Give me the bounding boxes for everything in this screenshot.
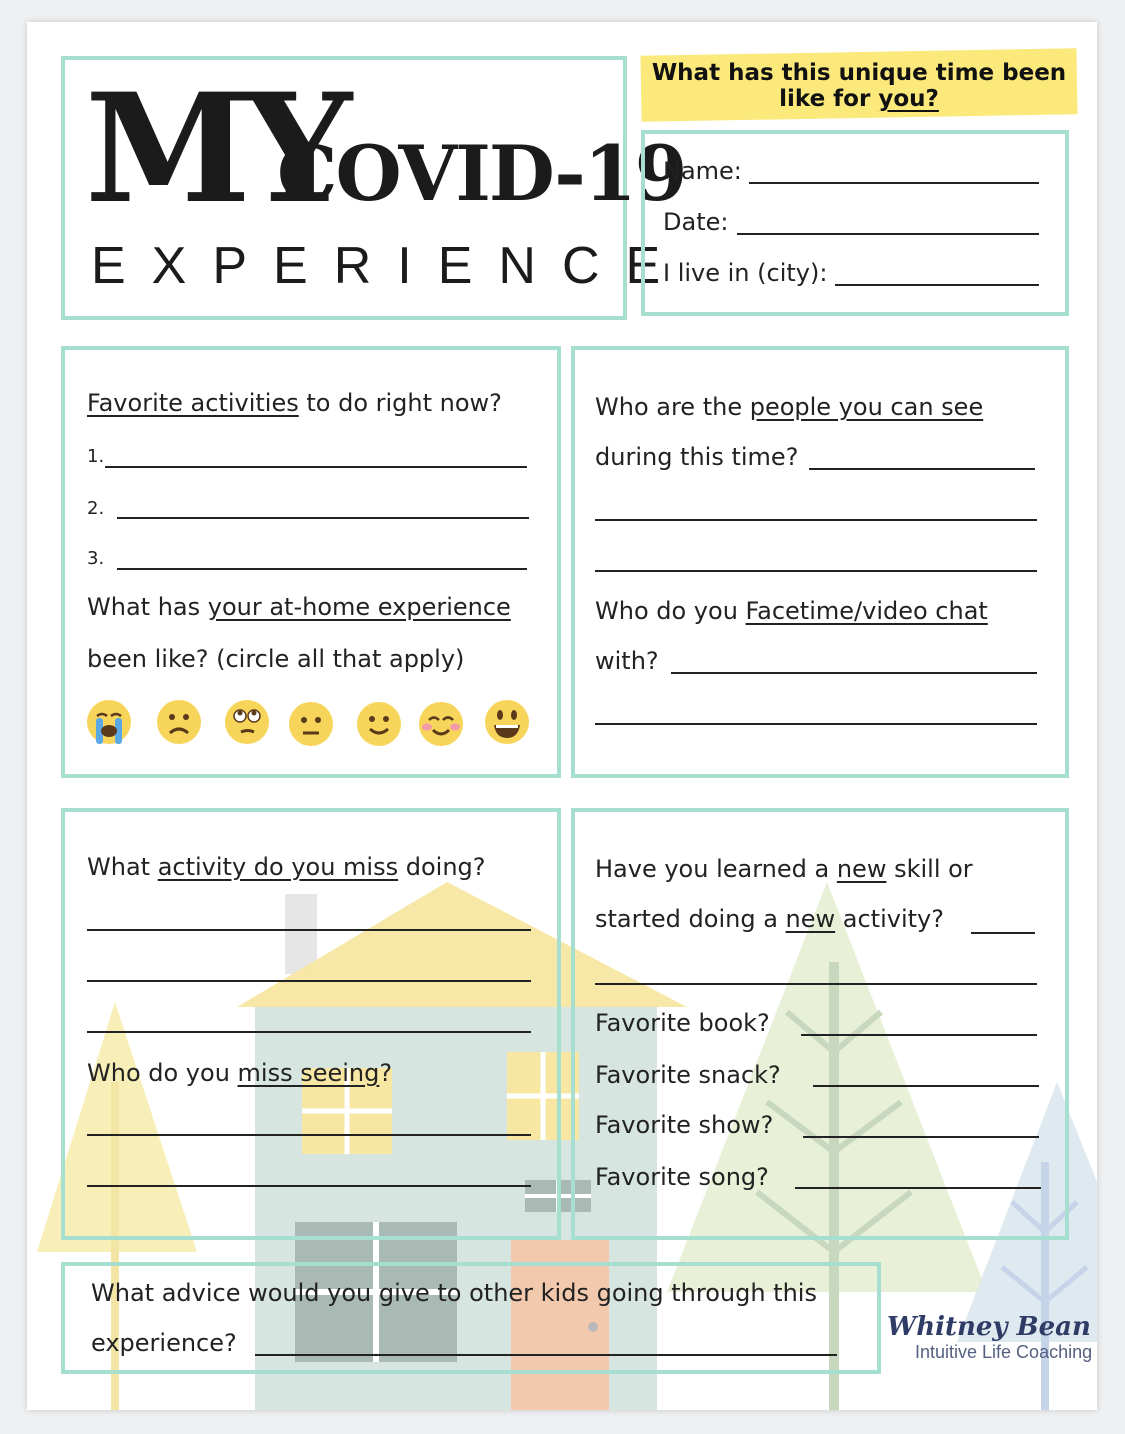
activity-item-1: 1. bbox=[87, 446, 105, 467]
miss-activity-field-3[interactable] bbox=[87, 1031, 531, 1033]
skill-field-2[interactable] bbox=[595, 983, 1037, 985]
skill-question-line1 bbox=[595, 854, 973, 884]
title-covid: COVID-19 bbox=[277, 129, 686, 218]
grinning-face-icon[interactable] bbox=[483, 698, 531, 746]
date-label: Date: bbox=[663, 208, 729, 236]
miss-seeing-prefix: Who do you bbox=[87, 1059, 238, 1087]
favorite-song-field[interactable] bbox=[795, 1187, 1041, 1189]
slightly-smiling-face-icon[interactable] bbox=[355, 700, 403, 748]
brand-logo-name: Whitney Bean bbox=[887, 1312, 1091, 1342]
advice-question-line1: What advice would you give to other kids going through this bbox=[91, 1279, 817, 1307]
favorite-show-field[interactable] bbox=[803, 1136, 1039, 1138]
name-field[interactable] bbox=[749, 182, 1039, 184]
frowning-face-icon[interactable] bbox=[155, 698, 203, 746]
worksheet-page bbox=[27, 22, 1097, 1410]
skill-line1-prefix: Have you learned a bbox=[595, 855, 837, 883]
banner-line2-prefix: like for bbox=[779, 86, 879, 112]
video-question-underlined: Facetime/video chat bbox=[745, 597, 988, 625]
video-question-line2: with? bbox=[595, 647, 659, 675]
miss-seeing-field-1[interactable] bbox=[87, 1134, 531, 1136]
people-question-line1 bbox=[595, 392, 983, 422]
miss-seeing-suffix: ? bbox=[379, 1059, 393, 1087]
video-question-line1 bbox=[595, 596, 988, 626]
date-field[interactable] bbox=[737, 233, 1039, 235]
activity-field-2[interactable] bbox=[117, 517, 529, 519]
people-question-line2: during this time? bbox=[595, 443, 799, 471]
favorite-book-field[interactable] bbox=[801, 1034, 1037, 1036]
activities-question bbox=[87, 388, 502, 418]
home-question-underlined: your at-home experience bbox=[207, 593, 511, 621]
banner-line2-you: you? bbox=[878, 86, 939, 112]
miss-activity-prefix: What bbox=[87, 853, 158, 881]
skill-line1-new: new bbox=[836, 855, 887, 883]
city-field[interactable] bbox=[835, 284, 1039, 286]
city-label: I live in (city): bbox=[663, 259, 828, 287]
skill-line2-new: new bbox=[785, 905, 836, 933]
favorite-book-label: Favorite book? bbox=[595, 1009, 770, 1037]
name-label: Name: bbox=[663, 157, 742, 185]
people-field-1[interactable] bbox=[809, 468, 1035, 470]
activities-question-underlined: Favorite activities bbox=[87, 389, 299, 417]
miss-activity-suffix: doing? bbox=[398, 853, 486, 881]
miss-seeing-underlined: miss seeing bbox=[237, 1059, 380, 1087]
activities-question-rest: to do right now? bbox=[298, 389, 502, 417]
miss-activity-field-1[interactable] bbox=[87, 929, 531, 931]
miss-seeing-question bbox=[87, 1058, 392, 1088]
miss-activity-field-2[interactable] bbox=[87, 980, 531, 982]
people-question-underlined: people you can see bbox=[749, 393, 984, 421]
people-field-2[interactable] bbox=[595, 519, 1037, 521]
skill-field-1[interactable] bbox=[971, 932, 1035, 934]
home-question-line2: been like? (circle all that apply) bbox=[87, 645, 465, 673]
home-question-prefix: What has bbox=[87, 593, 208, 621]
skill-question-line2 bbox=[595, 904, 944, 934]
activity-field-1[interactable] bbox=[105, 466, 527, 468]
skill-line2-suffix: activity? bbox=[835, 905, 944, 933]
loudly-crying-face-icon[interactable] bbox=[85, 698, 133, 746]
banner-line2 bbox=[641, 86, 1077, 112]
activity-item-2: 2. bbox=[87, 498, 105, 519]
miss-seeing-field-2[interactable] bbox=[87, 1185, 531, 1187]
video-field-1[interactable] bbox=[671, 672, 1037, 674]
activity-item-3: 3. bbox=[87, 548, 105, 569]
favorite-snack-label: Favorite snack? bbox=[595, 1061, 781, 1089]
favorite-snack-field[interactable] bbox=[813, 1085, 1039, 1087]
neutral-face-icon[interactable] bbox=[287, 700, 335, 748]
activity-field-3[interactable] bbox=[117, 568, 527, 570]
blushing-smile-face-icon[interactable] bbox=[417, 700, 465, 748]
banner-text bbox=[641, 60, 1077, 112]
video-question-prefix: Who do you bbox=[595, 597, 746, 625]
title-experience: EXPERIENCE bbox=[91, 237, 687, 295]
advice-question-line2: experience? bbox=[91, 1329, 237, 1357]
eye-roll-face-icon[interactable] bbox=[223, 698, 271, 746]
miss-activity-underlined: activity do you miss bbox=[157, 853, 399, 881]
banner-line1: What has this unique time been bbox=[651, 60, 1067, 86]
video-field-2[interactable] bbox=[595, 723, 1037, 725]
people-question-prefix: Who are the bbox=[595, 393, 750, 421]
title-my: MY bbox=[85, 61, 347, 237]
favorite-show-label: Favorite show? bbox=[595, 1111, 774, 1139]
skill-line2-prefix: started doing a bbox=[595, 905, 786, 933]
advice-field[interactable] bbox=[255, 1354, 837, 1356]
people-field-3[interactable] bbox=[595, 570, 1037, 572]
skill-line1-suffix: skill or bbox=[886, 855, 973, 883]
home-question-line1 bbox=[87, 592, 511, 622]
brand-logo-tagline: Intuitive Life Coaching bbox=[915, 1342, 1093, 1362]
miss-activity-question bbox=[87, 852, 486, 882]
favorite-song-label: Favorite song? bbox=[595, 1163, 769, 1191]
